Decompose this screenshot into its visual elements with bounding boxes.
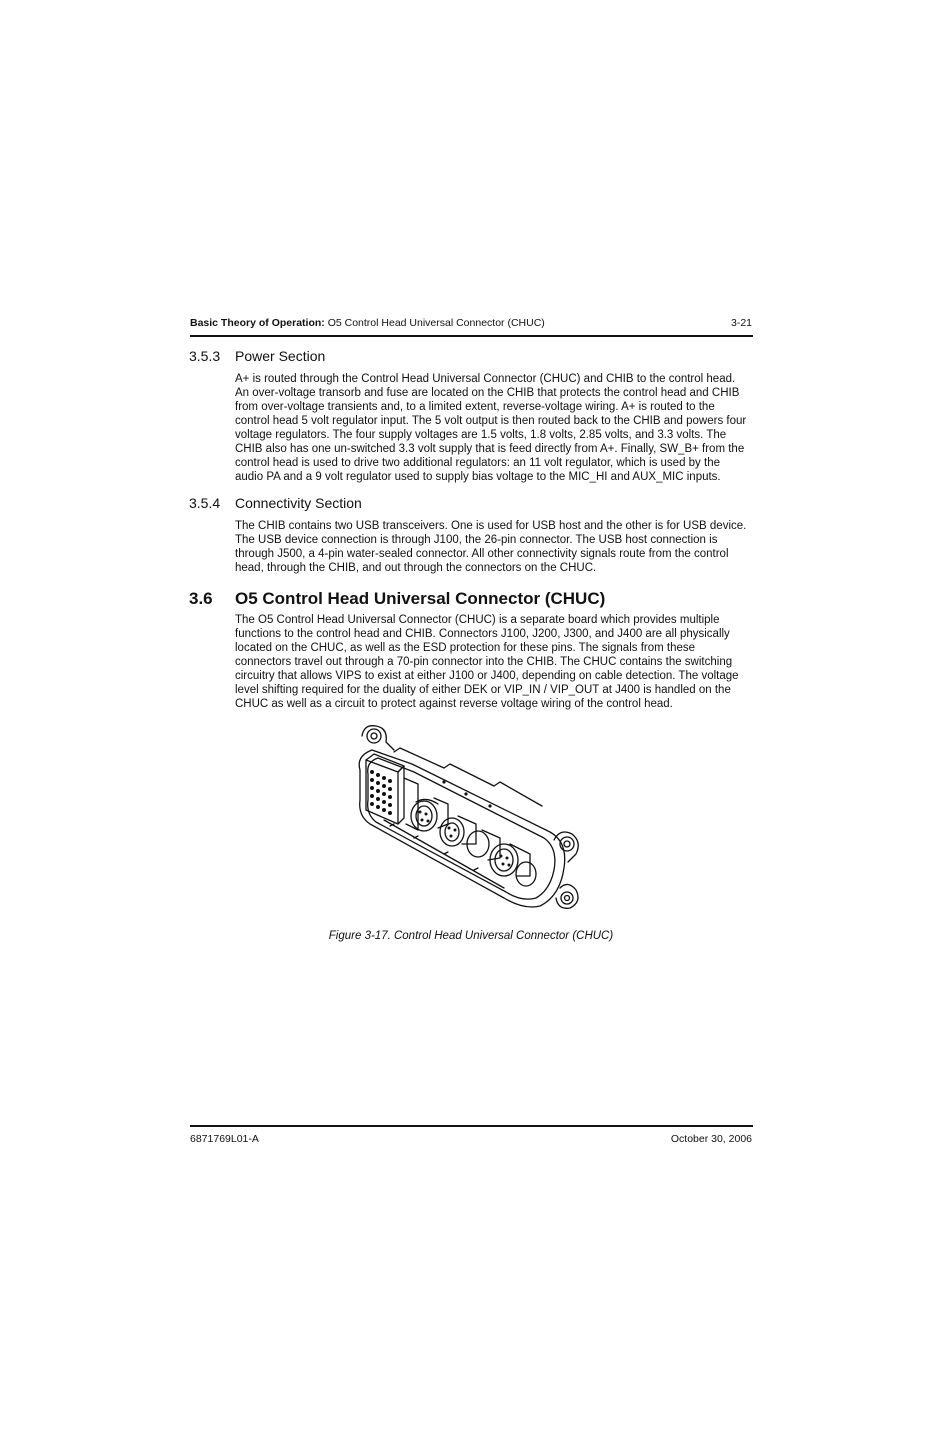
footer-doc-number: 6871769L01-A bbox=[190, 1133, 259, 1145]
header-chapter: Basic Theory of Operation: bbox=[190, 317, 325, 329]
section-body: The CHIB contains two USB transceivers. One is used for USB host and the other is for USB device. The USB device connection is through J100, the 26-pin connector. The USB host connection is through J500, a 4-pin water-sealed connector. All other connectivity signals route from the control head, through the CHIB, and out through the connectors on the CHUC. bbox=[235, 520, 747, 574]
section-body: A+ is routed through the Control Head Universal Connector (CHUC) and CHIB to the control head. An over-voltage transorb and fuse are located on the CHIB that protects the control head and CHIB from over-voltage transients and, to a limited extent, reverse-voltage wiring. A+ is routed to the control head 5 volt regulator input. The 5 volt output is then routed back to the CHIB and powers four voltage regulators. The four supply voltages are 1.5 volts, 1.8 volts, 2.85 volts, and 3.3 volts. The CHIB also has one un-switched 3.3 volt supply that is feed directly from A+. Finally, SW_B+ from the control head is used to drive two additional regulators: an 11 volt regulator, which is used by the audio PA and a 9 volt regulator used to supply bias voltage to the MIC_HI and AUX_MIC inputs. bbox=[235, 373, 747, 483]
section-number: 3.5.4 bbox=[189, 495, 221, 511]
section-body: The O5 Control Head Universal Connector (CHUC) is a separate board which provides multiple functions to the control head and CHIB. Connectors J100, J200, J300, and J400 are all physically located on the CHUC, as well as the ESD protection for these pins. The signals from these connectors travel out through a 70-pin connector into the CHIB. The CHUC contains the switching circuitry that allows VIPS to exist at either J100 or J400, depending on cable detection. The voltage level shifting required for the duality of either DEK or VIP_IN / VIP_OUT at J400 is handled on the CHUC as well as a circuit to protect against reverse voltage wiring of the control head. bbox=[235, 614, 739, 710]
footer-date: October 30, 2006 bbox=[670, 1133, 752, 1145]
section-heading: O5 Control Head Universal Connector (CHUC) bbox=[235, 589, 606, 608]
section-number: 3.5.3 bbox=[189, 348, 221, 364]
figure-caption: Figure 3-17. Control Head Universal Connector (CHUC) bbox=[328, 930, 614, 942]
section-number: 3.6 bbox=[189, 589, 213, 608]
header-section-title: O5 Control Head Universal Connector (CHUC) bbox=[327, 317, 545, 329]
footer-rule bbox=[190, 1125, 753, 1127]
section-heading: Power Section bbox=[235, 348, 326, 364]
header-rule bbox=[190, 335, 753, 337]
running-header bbox=[190, 316, 752, 330]
header-page-number: 3-21 bbox=[730, 317, 752, 329]
chuc-connector-illustration bbox=[354, 720, 590, 916]
section-heading: Connectivity Section bbox=[235, 495, 362, 511]
